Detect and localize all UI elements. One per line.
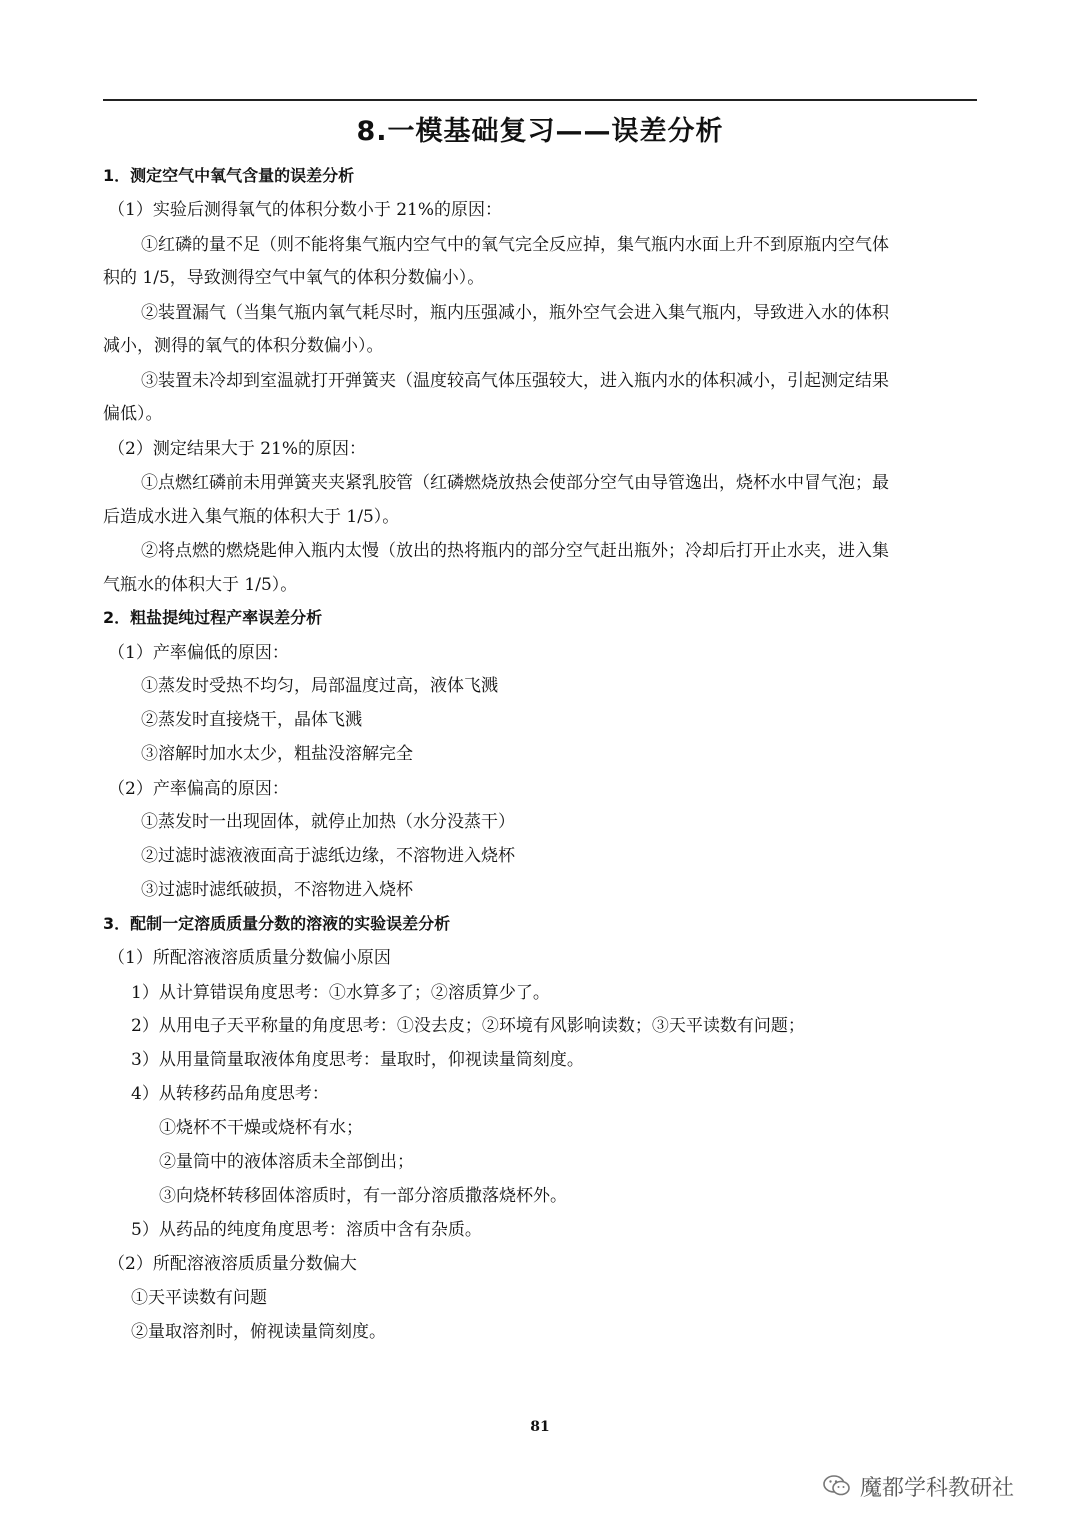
section-2-low-1: ①蒸发时受热不均匀，局部温度过高，液体飞溅: [141, 676, 498, 696]
section-1-item-1-line-1: ①红磷的量不足（则不能将集气瓶内空气中的氧气完全反应掉，集气瓶内水面上升不到原瓶内空气体: [141, 235, 889, 255]
top-rule: [103, 99, 977, 101]
section-1-reason-2-line-2: 气瓶水的体积大于 1/5）。: [103, 575, 298, 595]
section-1-reason-1-line-2: 后造成水进入集气瓶的体积大于 1/5）。: [103, 507, 400, 527]
section-1-item-1-line-2: 积的 1/5，导致测得空气中氧气的体积分数偏小）。: [103, 268, 485, 288]
watermark: [822, 1466, 1014, 1506]
section-1-item-2-line-2: 减小，测得的氧气的体积分数偏小）。: [103, 336, 384, 356]
section-1-item-2-line-1: ②装置漏气（当集气瓶内氧气耗尽时，瓶内压强减小，瓶外空气会进入集气瓶内，导致进入水的体积: [141, 303, 889, 323]
section-3-point-3: 3）从用量筒量取液体角度思考：量取时，仰视读量筒刻度。: [131, 1050, 584, 1070]
section-2-high-2: ②过滤时滤液液面高于滤纸边缘，不溶物进入烧杯: [141, 846, 515, 866]
page-number: 81: [530, 1419, 550, 1435]
page-title: 8.一模基础复习——误差分析: [356, 116, 724, 147]
section-3-point-4-b: ②量筒中的液体溶质未全部倒出；: [159, 1152, 414, 1172]
wechat-icon: [822, 1473, 852, 1499]
section-2-high-3: ③过滤时滤纸破损，不溶物进入烧杯: [141, 880, 413, 900]
section-1-heading: 1．测定空气中氧气含量的误差分析: [103, 166, 355, 185]
section-3-heading: 3．配制一定溶质质量分数的溶液的实验误差分析: [103, 914, 451, 933]
section-2-low-3: ③溶解时加水太少，粗盐没溶解完全: [141, 744, 413, 764]
section-3-sub-2: （2）所配溶液溶质质量分数偏大: [108, 1254, 357, 1274]
section-1-sub-1: （1）实验后测得氧气的体积分数小于 21%的原因：: [108, 200, 503, 220]
watermark-text: 魔都学科教研社: [860, 1475, 1015, 1501]
section-3-point-4: 4）从转移药品角度思考：: [131, 1084, 329, 1104]
section-3-high-2: ②量取溶剂时，俯视读量筒刻度。: [131, 1322, 386, 1342]
section-3-high-1: ①天平读数有问题: [131, 1288, 267, 1308]
section-1-sub-2: （2）测定结果大于 21%的原因：: [108, 439, 367, 459]
section-3-point-4-c: ③向烧杯转移固体溶质时，有一部分溶质撒落烧杯外。: [159, 1186, 567, 1206]
section-1-item-3-line-2: 偏低）。: [103, 404, 163, 424]
section-2-low-2: ②蒸发时直接烧干，晶体飞溅: [141, 710, 362, 730]
section-3-point-5: 5）从药品的纯度角度思考：溶质中含有杂质。: [131, 1220, 482, 1240]
section-3-sub-1: （1）所配溶液溶质质量分数偏小原因: [108, 948, 391, 968]
section-1-reason-1-line-1: ①点燃红磷前未用弹簧夹夹紧乳胶管（红磷燃烧放热会使部分空气由导管逸出，烧杯水中冒气泡；最: [141, 473, 889, 493]
section-3-point-2: 2）从用电子天平称量的角度思考：①没去皮；②环境有风影响读数；③天平读数有问题；: [131, 1016, 805, 1036]
section-3-point-4-a: ①烧杯不干燥或烧杯有水；: [159, 1118, 363, 1138]
section-1-reason-2-line-1: ②将点燃的燃烧匙伸入瓶内太慢（放出的热将瓶内的部分空气赶出瓶外；冷却后打开止水夹，进入集: [141, 541, 889, 561]
section-2-high-1: ①蒸发时一出现固体，就停止加热（水分没蒸干）: [141, 812, 515, 832]
section-2-sub-2: （2）产率偏高的原因：: [108, 779, 289, 799]
section-2-heading: 2．粗盐提纯过程产率误差分析: [103, 608, 323, 627]
section-3-point-1: 1）从计算错误角度思考：①水算多了；②溶质算少了。: [131, 983, 550, 1003]
section-1-item-3-line-1: ③装置未冷却到室温就打开弹簧夹（温度较高气体压强较大，进入瓶内水的体积减小，引起测定结果: [141, 371, 889, 391]
section-2-sub-1: （1）产率偏低的原因：: [108, 643, 289, 663]
